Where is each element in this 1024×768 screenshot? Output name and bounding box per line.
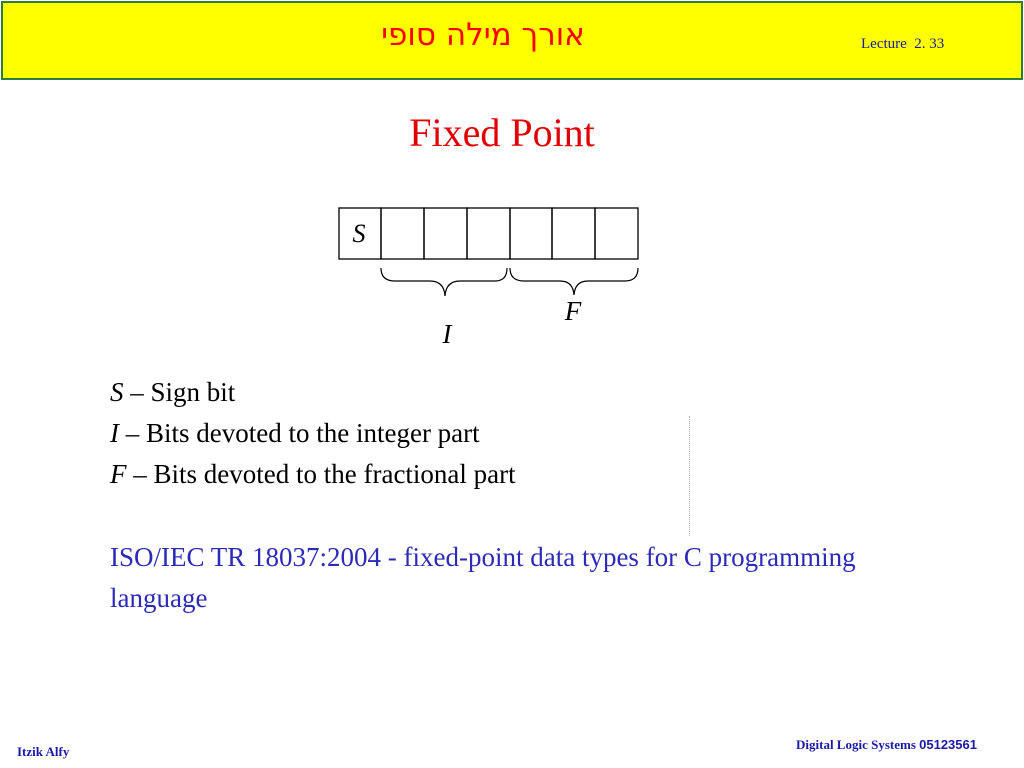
hebrew-title: אורך מילה סופי <box>381 17 585 53</box>
definition-integer <box>110 413 516 454</box>
bit-cell <box>424 208 467 259</box>
fraction-brace <box>510 268 638 295</box>
fraction-label: F <box>564 296 582 326</box>
definition-symbol: S <box>110 377 124 407</box>
sign-cell-label: S <box>352 219 366 248</box>
fixed-point-register-diagram <box>330 200 650 350</box>
lecture-label: Lecture 2. 33 <box>861 36 945 52</box>
footer-author: Itzik Alfy <box>17 744 70 759</box>
bit-cell <box>381 208 424 259</box>
integer-brace <box>381 268 507 296</box>
iso-standard-note: ISO/IEC TR 18037:2004 - fixed-point data types for C programming language <box>110 542 856 613</box>
dotted-divider <box>689 416 690 536</box>
bit-cell <box>510 208 552 259</box>
bit-cell <box>467 208 510 259</box>
definition-text: – Bits devoted to the integer part <box>119 418 480 448</box>
course-code: 05123561 <box>919 737 977 752</box>
definition-fraction <box>110 454 516 495</box>
slide-title: Fixed Point <box>409 110 595 155</box>
definitions-list <box>110 372 516 495</box>
course-name: Digital Logic Systems <box>796 737 916 752</box>
bit-cell <box>552 208 595 259</box>
bit-cell <box>595 208 638 259</box>
definition-symbol: I <box>110 418 119 448</box>
definition-text: – Sign bit <box>123 377 236 407</box>
definition-text: – Bits devoted to the fractional part <box>126 459 516 489</box>
register-cells <box>339 208 638 259</box>
footer-course <box>796 737 977 753</box>
definition-symbol: F <box>110 459 127 489</box>
integer-label: I <box>442 319 452 349</box>
definition-sign <box>110 372 516 413</box>
header-bar <box>1 1 1023 80</box>
